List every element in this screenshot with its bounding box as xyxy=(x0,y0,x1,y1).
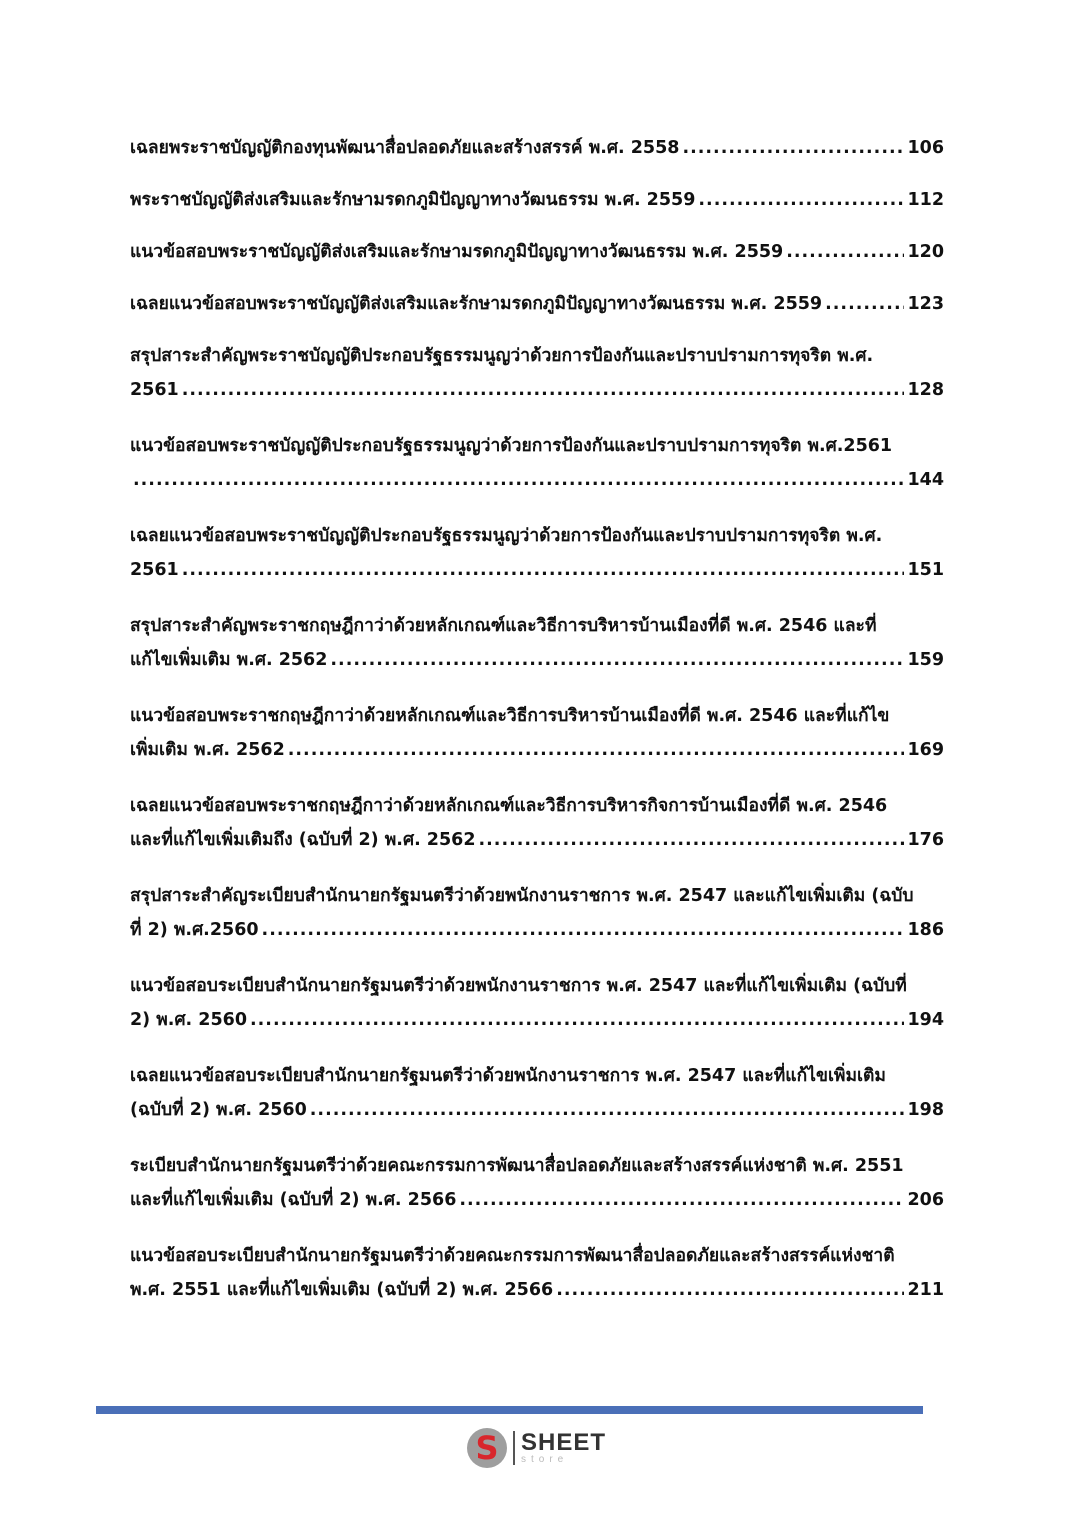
toc-entry xyxy=(130,186,944,238)
toc-entry-title-line2: ที่ 2) พ.ศ.2560 xyxy=(130,920,259,940)
logo-wordmark xyxy=(521,1431,606,1465)
toc-leader-dots xyxy=(682,134,904,162)
toc-leader-dots xyxy=(250,1006,904,1034)
table-of-contents xyxy=(130,134,944,1332)
toc-leader-dots xyxy=(825,290,904,318)
toc-entry-title-line2: และที่แก้ไขเพิ่มเติมถึง (ฉบับที่ 2) พ.ศ. 2562 xyxy=(130,830,476,850)
toc-entry-title-line1: แนวข้อสอบพระราชบัญญัติประกอบรัฐธรรมนูญว่าด้วยการป้องกันและปราบปรามการทุจริต พ.ศ.2561 xyxy=(130,436,893,456)
toc-entry-title: แนวข้อสอบพระราชบัญญัติส่งเสริมและรักษามรดกภูมิปัญญาทางวัฒนธรรม พ.ศ. 2559 xyxy=(130,242,784,262)
toc-entry-title: เฉลยพระราชบัญญัติกองทุนพัฒนาสื่อปลอดภัยและสร้างสรรค์ พ.ศ. 2558 xyxy=(130,138,680,158)
logo-sub-text: store xyxy=(521,1454,569,1465)
logo-main-text: SHEET xyxy=(521,1429,607,1456)
toc-entry-title-line1: เฉลยแนวข้อสอบพระราชกฤษฎีกาว่าด้วยหลักเกณฑ์และวิธีการบริหารกิจการบ้านเมืองที่ดี พ.ศ. 2546 xyxy=(130,796,888,816)
toc-entry-title-line1: สรุปสาระสำคัญพระราชกฤษฎีกาว่าด้วยหลักเกณฑ์และวิธีการบริหารบ้านเมืองที่ดี พ.ศ. 2546 และที่ xyxy=(130,616,877,636)
toc-leader-dots xyxy=(786,238,904,266)
footer-divider-bar xyxy=(96,1406,923,1414)
toc-entry xyxy=(130,882,944,972)
toc-page-number: 120 xyxy=(907,242,944,262)
toc-page-number: 128 xyxy=(907,380,944,400)
toc-leader-dots xyxy=(310,1096,905,1124)
toc-entry-title-line1: สรุปสาระสำคัญพระราชบัญญัติประกอบรัฐธรรมนูญว่าด้วยการป้องกันและปราบปรามการทุจริต พ.ศ. xyxy=(130,346,874,366)
toc-entry-title-line2: และที่แก้ไขเพิ่มเติม (ฉบับที่ 2) พ.ศ. 2566 xyxy=(130,1190,457,1210)
toc-entry xyxy=(130,522,944,612)
toc-entry xyxy=(130,972,944,1062)
toc-entry-title: เฉลยแนวข้อสอบพระราชบัญญัติส่งเสริมและรักษามรดกภูมิปัญญาทางวัฒนธรรม พ.ศ. 2559 xyxy=(130,294,823,314)
toc-page-number: 176 xyxy=(907,830,944,850)
toc-page-number: 112 xyxy=(907,190,944,210)
toc-page-number: 159 xyxy=(907,650,944,670)
toc-entry xyxy=(130,1062,944,1152)
toc-page-number: 106 xyxy=(907,138,944,158)
toc-entry-title-line1: แนวข้อสอบพระราชกฤษฎีกาว่าด้วยหลักเกณฑ์และวิธีการบริหารบ้านเมืองที่ดี พ.ศ. 2546 และที่แก้ไข xyxy=(130,706,890,726)
toc-entry xyxy=(130,342,944,432)
toc-entry xyxy=(130,612,944,702)
toc-page-number: 151 xyxy=(907,560,944,580)
toc-leader-dots xyxy=(330,646,904,674)
toc-entry-title-line1: เฉลยแนวข้อสอบพระราชบัญญัติประกอบรัฐธรรมนูญว่าด้วยการป้องกันและปราบปรามการทุจริต พ.ศ. xyxy=(130,526,883,546)
toc-leader-dots xyxy=(479,826,905,854)
sheet-store-logo-icon xyxy=(467,1428,507,1468)
toc-entry-title-line1: แนวข้อสอบระเบียบสำนักนายกรัฐมนตรีว่าด้วยคณะกรรมการพัฒนาสื่อปลอดภัยและสร้างสรรค์แห่งชาติ xyxy=(130,1246,895,1266)
toc-page-number: 186 xyxy=(907,920,944,940)
toc-entry-title-line2: 2) พ.ศ. 2560 xyxy=(130,1010,248,1030)
toc-entry-title: พระราชบัญญัติส่งเสริมและรักษามรดกภูมิปัญญาทางวัฒนธรรม พ.ศ. 2559 xyxy=(130,190,696,210)
toc-page-number: 123 xyxy=(907,294,944,314)
toc-entry xyxy=(130,290,944,342)
toc-entry xyxy=(130,134,944,186)
logo-separator xyxy=(513,1431,515,1465)
toc-entry xyxy=(130,792,944,882)
toc-leader-dots xyxy=(698,186,904,214)
toc-entry xyxy=(130,1242,944,1332)
toc-entry-title-line2: 2561 xyxy=(130,560,179,580)
toc-page-number: 169 xyxy=(907,740,944,760)
toc-leader-dots xyxy=(182,376,905,404)
toc-leader-dots xyxy=(262,916,905,944)
toc-leader-dots xyxy=(556,1276,904,1304)
toc-page-number: 211 xyxy=(907,1280,944,1300)
toc-entry-title-line1: ระเบียบสำนักนายกรัฐมนตรีว่าด้วยคณะกรรมการพัฒนาสื่อปลอดภัยและสร้างสรรค์แห่งชาติ พ.ศ. 2551 xyxy=(130,1156,904,1176)
toc-entry-title-line2: เพิ่มเติม พ.ศ. 2562 xyxy=(130,740,285,760)
toc-entry-title-line1: เฉลยแนวข้อสอบระเบียบสำนักนายกรัฐมนตรีว่าด้วยพนักงานราชการ พ.ศ. 2547 และที่แก้ไขเพิ่มเติม xyxy=(130,1066,886,1086)
toc-entry-title-line2: 2561 xyxy=(130,380,179,400)
toc-leader-dots xyxy=(133,466,904,494)
toc-entry-title-line2: แก้ไขเพิ่มเติม พ.ศ. 2562 xyxy=(130,650,328,670)
toc-entry xyxy=(130,238,944,290)
toc-page-number: 206 xyxy=(907,1190,944,1210)
toc-entry-title-line2: (ฉบับที่ 2) พ.ศ. 2560 xyxy=(130,1100,307,1120)
toc-entry-title-line1: แนวข้อสอบระเบียบสำนักนายกรัฐมนตรีว่าด้วยพนักงานราชการ พ.ศ. 2547 และที่แก้ไขเพิ่มเติม (ฉบับที่ xyxy=(130,976,907,996)
toc-leader-dots xyxy=(288,736,905,764)
toc-entry-title-line2: พ.ศ. 2551 และที่แก้ไขเพิ่มเติม (ฉบับที่ 2) พ.ศ. 2566 xyxy=(130,1280,554,1300)
sheet-store-logo xyxy=(467,1428,606,1468)
toc-entry xyxy=(130,1152,944,1242)
toc-page-number: 194 xyxy=(907,1010,944,1030)
toc-entry-title-line1: สรุปสาระสำคัญระเบียบสำนักนายกรัฐมนตรีว่าด้วยพนักงานราชการ พ.ศ. 2547 และแก้ไขเพิ่มเติม (ฉบับ xyxy=(130,886,914,906)
toc-page-number: 144 xyxy=(907,470,944,490)
toc-leader-dots xyxy=(182,556,905,584)
toc-leader-dots xyxy=(459,1186,904,1214)
toc-entry xyxy=(130,432,944,522)
toc-entry xyxy=(130,702,944,792)
toc-page-number: 198 xyxy=(907,1100,944,1120)
